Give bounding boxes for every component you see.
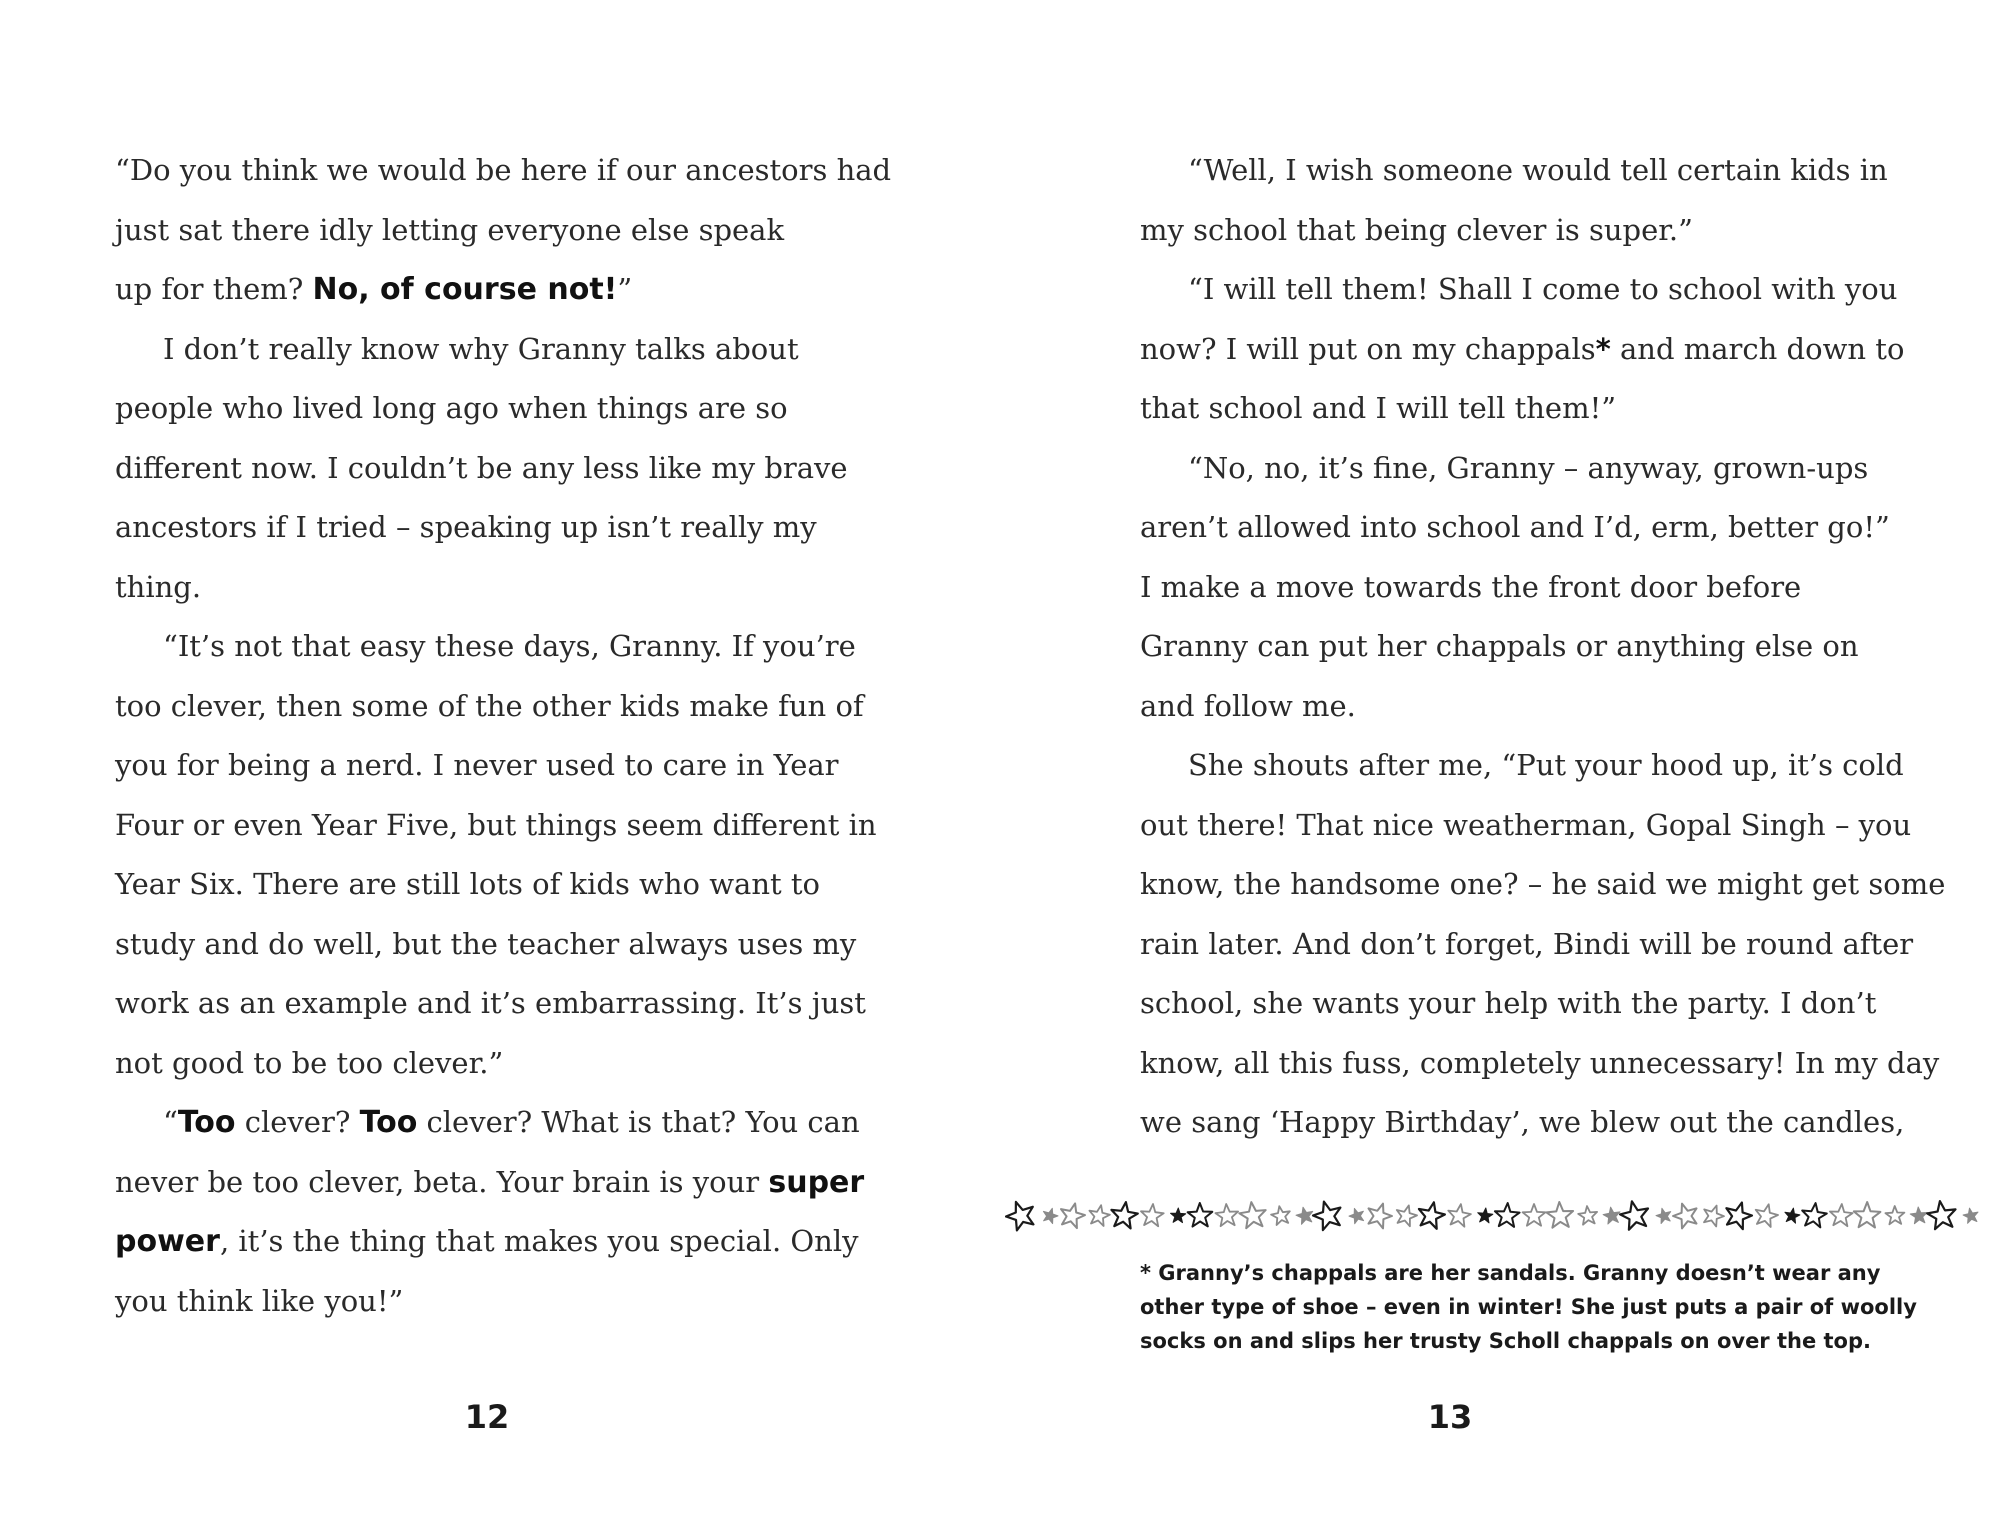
star-icon [1578, 1206, 1597, 1225]
page-number-right: 13 [1427, 1398, 1473, 1436]
star-icon [1785, 1208, 1800, 1223]
text-line [115, 915, 875, 975]
text-segment: different now. I couldn’t be any less like my brave [115, 450, 848, 485]
text-segment: thing. [115, 569, 202, 604]
text-line [115, 855, 875, 915]
star-icon [1043, 1208, 1058, 1223]
text-line [115, 1212, 875, 1272]
page-number-left: 12 [464, 1398, 510, 1436]
text-segment: school, she wants your help with the party. I don’t [1140, 986, 1877, 1020]
star-icon [1061, 1203, 1085, 1228]
star-icon [1854, 1202, 1881, 1228]
text-segment: ” [617, 272, 633, 306]
emphasis-text: Too [177, 1105, 236, 1140]
star-icon [1111, 1202, 1137, 1228]
text-segment: people who lived long ago when things are so [115, 391, 788, 425]
star-icon [1141, 1204, 1164, 1226]
text-line [115, 558, 875, 618]
star-icon [1448, 1204, 1471, 1227]
text-segment: “Well, I wish someone would tell certain kids in [1188, 153, 1888, 187]
text-segment: that school and I will tell them!” [1140, 391, 1617, 425]
text-segment: work as an example and it’s embarrassing. It’s just [115, 986, 866, 1020]
text-segment: not good to be too clever.” [115, 1045, 504, 1080]
star-icon [1726, 1203, 1752, 1230]
text-line [1140, 974, 1920, 1034]
star-icon [1495, 1203, 1520, 1227]
text-segment: Four or even Year Five, but things seem different in [115, 807, 877, 842]
right-page-body-text [1140, 141, 1946, 1153]
left-page-body-text [115, 141, 892, 1331]
text-segment: I don’t really know why Granny talks about [163, 331, 799, 366]
star-icon [1910, 1207, 1927, 1224]
star-icon [1006, 1202, 1033, 1231]
text-segment: out there! That nice weatherman, Gopal Singh – you [1140, 807, 1912, 842]
text-line [115, 260, 875, 320]
text-line [115, 1093, 875, 1153]
footnote-marker: * [1595, 331, 1611, 366]
star-icon [1963, 1208, 1978, 1223]
text-segment: “No, no, it’s fine, Granny – anyway, grown-ups [1188, 450, 1869, 485]
text-line [115, 974, 875, 1034]
text-segment: just sat there idly letting everyone else speak [115, 212, 785, 247]
text-line [115, 141, 892, 201]
text-line [115, 201, 875, 261]
star-icon [1620, 1201, 1648, 1229]
star-icon [1188, 1203, 1213, 1227]
text-segment: ancestors if I tried – speaking up isn’t really my [115, 510, 817, 544]
emphasis-text: No, of course not! [312, 272, 618, 307]
star-icon [1830, 1204, 1853, 1226]
star-icon [1704, 1206, 1724, 1227]
footnote-line: other type of shoe – even in winter! She just puts a pair of woolly [1140, 1295, 1917, 1319]
text-segment: and follow me. [1140, 688, 1356, 723]
text-segment: rain later. And don’t forget, Bindi will be round after [1140, 926, 1914, 961]
text-segment: never be too clever, beta. Your brain is your [115, 1164, 769, 1199]
star-icon [1296, 1207, 1313, 1224]
star-icon [1756, 1204, 1778, 1227]
star-icon [1523, 1204, 1546, 1226]
star-icon [1603, 1207, 1620, 1224]
emphasis-text: power [115, 1224, 220, 1259]
text-line [115, 736, 875, 796]
star-icon [1215, 1204, 1238, 1226]
text-line [1140, 558, 1920, 618]
text-segment: too clever, then some of the other kids make fun of [115, 688, 864, 723]
star-icon [1369, 1204, 1393, 1229]
text-segment: clever? [235, 1105, 360, 1139]
star-icon [1349, 1208, 1364, 1223]
emphasis-text: super [768, 1164, 865, 1200]
star-icon [1547, 1202, 1574, 1228]
text-line [115, 379, 875, 439]
text-line [1140, 796, 1920, 856]
text-line [115, 617, 875, 677]
star-icon [1089, 1205, 1110, 1226]
text-line [1140, 617, 1920, 677]
text-segment: study and do well, but the teacher always uses my [115, 926, 857, 961]
text-segment: we sang ‘Happy Birthday’, we blew out the candles, [1140, 1105, 1905, 1139]
text-line [1140, 736, 1920, 796]
text-line [115, 320, 875, 380]
text-segment: know, the handsome one? – he said we might get some [1140, 867, 1946, 901]
star-icon [1271, 1206, 1290, 1225]
text-segment: my school that being clever is super.” [1140, 212, 1693, 247]
star-icon [1802, 1203, 1827, 1227]
text-segment: you for being a nerd. I never used to care in Year [115, 748, 839, 782]
right-page [1000, 0, 2000, 1524]
text-line [1140, 1093, 1920, 1153]
text-segment: know, all this fuss, completely unnecessary! In my day [1140, 1045, 1940, 1080]
text-line [1140, 439, 1920, 499]
text-segment: I make a move towards the front door before [1140, 569, 1802, 604]
text-segment: “I will tell them! Shall I come to school with you [1188, 272, 1898, 306]
text-line [1140, 1034, 1940, 1094]
text-line [115, 677, 875, 737]
text-line [1140, 915, 1920, 975]
star-divider [1005, 1196, 2000, 1236]
star-icon [1397, 1205, 1417, 1226]
star-icon [1673, 1204, 1697, 1229]
text-line [1140, 498, 1920, 558]
text-segment: clever? What is that? You can [417, 1105, 860, 1139]
text-line [1140, 260, 1920, 320]
text-line [115, 796, 875, 856]
text-line [115, 1034, 875, 1094]
text-segment: Granny can put her chappals or anything else on [1140, 629, 1859, 663]
text-segment: up for them? [115, 272, 313, 306]
star-icon [1171, 1208, 1186, 1223]
text-segment: , it’s the thing that makes you special. Only [219, 1224, 859, 1258]
footnote-line: socks on and slips her trusty Scholl chappals on over the top. [1140, 1329, 1871, 1353]
footnote [1140, 1256, 1960, 1358]
text-line [1140, 677, 1920, 737]
star-icon [1313, 1202, 1340, 1231]
text-line [115, 498, 875, 558]
star-icon [1239, 1202, 1265, 1228]
text-line [115, 1153, 875, 1213]
text-line [1140, 855, 1946, 915]
star-icon [1478, 1208, 1493, 1223]
text-segment: She shouts after me, “Put your hood up, it’s cold [1188, 748, 1904, 782]
text-line [115, 439, 875, 499]
text-line [115, 1272, 875, 1332]
text-segment: “ [163, 1105, 178, 1139]
text-line [1140, 201, 1920, 261]
text-segment: and march down to [1610, 331, 1905, 366]
star-icon [1419, 1202, 1445, 1229]
text-segment: “It’s not that easy these days, Granny. If you’re [163, 629, 856, 663]
star-icon [1656, 1208, 1671, 1223]
text-segment: Year Six. There are still lots of kids who want to [115, 867, 820, 901]
star-icon [1927, 1201, 1955, 1229]
emphasis-text: Too [359, 1105, 418, 1140]
text-line [1140, 379, 1920, 439]
footnote-line: * Granny’s chappals are her sandals. Granny doesn’t wear any [1140, 1261, 1881, 1285]
text-line [1140, 320, 1920, 380]
star-icon [1885, 1206, 1904, 1224]
text-segment: aren’t allowed into school and I’d, erm, better go!” [1140, 510, 1890, 544]
text-segment: “Do you think we would be here if our ancestors had [115, 153, 892, 187]
text-segment: you think like you!” [115, 1283, 404, 1318]
text-segment: now? I will put on my chappals [1140, 331, 1596, 366]
text-line [1140, 141, 1920, 201]
